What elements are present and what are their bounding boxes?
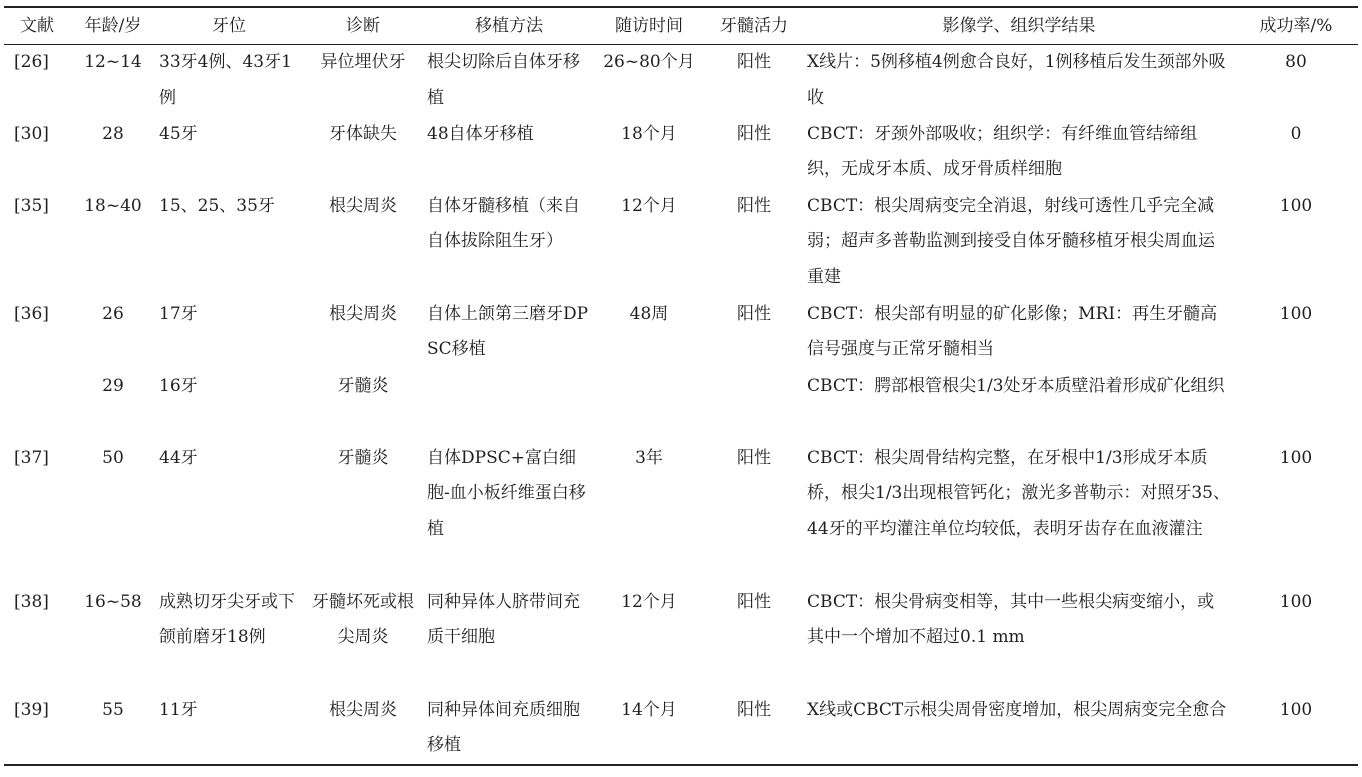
table-row [4, 441, 1358, 585]
cell-diagnosis: 根尖周炎 [329, 303, 397, 324]
cell-vitality [704, 369, 804, 441]
cell-result: X线或CBCT示根尖周骨密度增加，根尖周病变完全愈合 [804, 693, 1234, 765]
table-row [4, 369, 1358, 441]
cell-method: 自体DPSC+富白细胞-血小板纤维蛋白移植 [427, 447, 586, 539]
cell-success: 0 [1290, 123, 1302, 144]
cell-age: 55 [70, 693, 156, 765]
cell-followup: 18个月 [621, 123, 677, 144]
cell-method: 48自体牙移植 [427, 123, 534, 144]
cell-success: 100 [1279, 303, 1313, 324]
cell-tooth: 成熟切牙尖牙或下颌前磨牙18例 [159, 591, 295, 647]
cell-result: CBCT：根尖周病变完全消退，射线可透性几乎完全减弱；超声多普勒监测到接受自体牙髓移植牙根尖周血运重建 [807, 195, 1215, 287]
table-row [4, 585, 1358, 693]
cell-result: CBCT：根尖骨病变相等，其中一些根尖病变缩小，或其中一个增加不超过0.1 mm [807, 591, 1215, 647]
cell-result: CBCT：根尖部有明显的矿化影像；MRI：再生牙髓高信号强度与正常牙髓相当 [807, 303, 1218, 359]
col-header-result: 影像学、组织学结果 [804, 7, 1234, 45]
cell-tooth: 44牙 [159, 447, 198, 468]
cell-method: 同种异体人脐带间充质干细胞 [427, 591, 580, 647]
col-header-method: 移植方法 [424, 7, 594, 45]
cell-vitality: 阳性 [737, 447, 771, 468]
cell-tooth: 11牙 [156, 693, 302, 765]
cell-tooth: 45牙 [159, 123, 198, 144]
cell-result: CBCT：腭部根管根尖1/3处牙本质壁沿着形成矿化组织 [807, 375, 1225, 396]
cell-diagnosis: 根尖周炎 [329, 195, 397, 216]
cell-method: 同种异体间充质细胞移植 [424, 693, 594, 765]
cell-vitality: 阳性 [737, 303, 771, 324]
table-row [4, 45, 1358, 117]
cell-ref: [39] [4, 693, 70, 765]
col-header-success: 成功率/% [1234, 7, 1358, 45]
cell-method [424, 369, 594, 441]
cell-vitality: 阳性 [737, 123, 771, 144]
cell-diagnosis: 牙髓炎 [337, 375, 389, 396]
cell-success: 100 [1279, 447, 1313, 468]
cell-followup: 3年 [635, 447, 663, 468]
cell-vitality: 阳性 [737, 52, 771, 72]
col-header-diagnosis: 诊断 [302, 7, 424, 45]
cell-age: 12~14 [84, 52, 142, 72]
cell-tooth: 15、25、35牙 [159, 195, 275, 216]
cell-ref: [30] [14, 123, 49, 144]
cell-diagnosis: 牙髓坏死或根尖周炎 [312, 591, 414, 647]
cell-tooth: 16牙 [159, 375, 198, 396]
cell-age: 26 [102, 303, 124, 324]
cell-success: 100 [1279, 195, 1313, 216]
cell-ref: [36] [14, 303, 49, 324]
cell-tooth: 17牙 [159, 303, 198, 324]
cell-diagnosis: 牙髓炎 [337, 447, 389, 468]
cell-result: X线片：5例移植4例愈合良好，1例移植后发生颈部外吸收 [807, 52, 1226, 108]
cell-diagnosis: 牙体缺失 [329, 123, 397, 144]
cell-ref: [38] [14, 591, 49, 612]
cell-success [1234, 369, 1358, 441]
cell-result: CBCT：根尖周骨结构完整，在牙根中1/3形成牙本质桥，根尖1/3出现根管钙化；激光多普勒示：对照牙35、44牙的平均灌注单位均较低，表明牙齿存在血液灌注 [807, 447, 1230, 539]
col-header-age: 年龄/岁 [70, 7, 156, 45]
cell-age: 18~40 [84, 195, 142, 216]
cell-age: 16~58 [84, 591, 142, 612]
cell-ref: [35] [14, 195, 49, 216]
cell-success: 80 [1285, 52, 1307, 72]
table-row [4, 189, 1358, 297]
cell-ref: [26] [14, 52, 49, 72]
cell-success: 100 [1234, 693, 1358, 765]
col-header-tooth: 牙位 [156, 7, 302, 45]
cell-age: 28 [102, 123, 124, 144]
cell-followup: 26~80个月 [603, 52, 695, 72]
cell-ref: [37] [14, 447, 49, 468]
cell-tooth: 33牙4例、43牙1例 [159, 52, 292, 108]
table-row [4, 117, 1358, 189]
col-header-vitality: 牙髓活力 [704, 7, 804, 45]
cell-method: 自体牙髓移植（来自自体拔除阻生牙） [427, 195, 580, 251]
cell-method: 根尖切除后自体牙移植 [427, 52, 580, 108]
cell-success: 100 [1279, 591, 1313, 612]
cell-diagnosis: 根尖周炎 [302, 693, 424, 765]
cell-diagnosis: 异位埋伏牙 [320, 52, 406, 72]
table-row [4, 693, 1358, 765]
cell-followup: 12个月 [621, 195, 677, 216]
cell-result: CBCT：牙颈外部吸收；组织学：有纤维血管结缔组织，无成牙本质、成牙骨质样细胞 [807, 123, 1198, 179]
cell-followup: 12个月 [621, 591, 677, 612]
cell-method: 自体上颌第三磨牙DPSC移植 [427, 303, 589, 359]
cell-ref [4, 369, 70, 441]
cell-followup: 14个月 [594, 693, 704, 765]
col-header-followup: 随访时间 [594, 7, 704, 45]
cell-followup: 48周 [629, 303, 669, 324]
cell-vitality: 阳性 [737, 195, 771, 216]
cell-vitality: 阳性 [704, 693, 804, 765]
cell-age: 29 [102, 375, 124, 396]
col-header-ref: 文献 [4, 7, 70, 45]
cell-vitality: 阳性 [737, 591, 771, 612]
table-row [4, 297, 1358, 369]
table-header [4, 7, 1358, 45]
cell-age: 50 [102, 447, 124, 468]
results-table [4, 6, 1358, 766]
cell-followup [594, 369, 704, 441]
